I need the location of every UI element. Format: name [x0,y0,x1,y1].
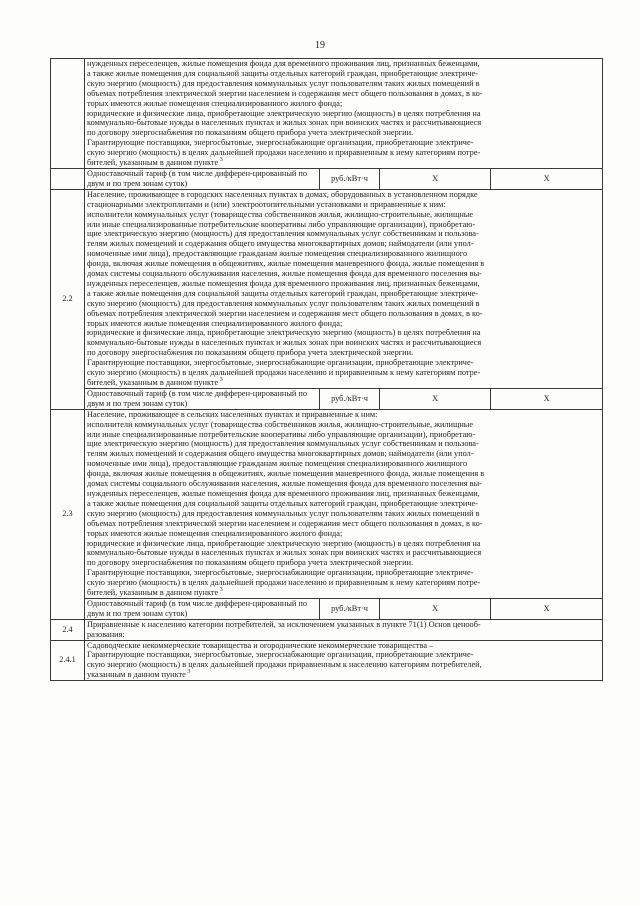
text-line: по договору энергоснабжения по показаниям общего прибора учета электрической энергии. [87,128,414,138]
row-description [85,640,603,681]
text-line: исполнители коммунальных услуг (товарищества собственников жилья, жилищно-строительные, жилищные [87,419,474,429]
text-lines [87,620,600,640]
table-row [51,59,603,169]
tariff-value-2: X [543,603,550,613]
text-line: а также жилые помещения для социальной защиты отдельных категорий граждан, приобретающие электриче- [87,498,478,508]
tariff-unit: руб./кВт·ч [320,599,380,619]
text-line: скую энергию (мощность) в целях дальнейшей продажи населению и приравненным к нему категориям потре- [87,578,481,588]
tariff-value-2: X [543,393,550,403]
text-line: скую энергию (мощность) в целях дальнейшей продажи населению и приравненным к нему категориям потре- [87,368,481,378]
text-line: номоченные ими лица), предоставляющие гражданам жилые помещения специализированного жилищного [87,459,468,469]
text-line: Гарантирующие поставщики, энергосбытовые, энергоснабжающие организации, приобретающие электриче- [87,138,474,148]
tariff-name: Одноставочный тариф (в том числе дифферен-цированный по двум и по трем зонам суток) [85,169,320,189]
table-row [51,598,603,619]
text-line: объемах потребления электрической энергии населением и содержания мест общего пользования в домах, в ко- [87,88,483,98]
text-line: торых имеются жилые помещения специализированного жилого фонда; [87,98,343,108]
text-line: Гарантирующие поставщики, энергосбытовые, энергоснабжающие организации, приобретающие электриче- [87,650,474,660]
text-line: объемах потребления электрической энергии населением и содержания мест общего пользования в домах, в ко- [87,308,483,318]
text-line: Гарантирующие поставщики, энергосбытовые, энергоснабжающие организации, приобретающие электриче- [87,568,474,578]
text-line: указанным в данном пункте $^3$ [87,669,191,680]
row-number: 2.4 [51,619,85,640]
row-description [85,189,603,388]
tariff-sub-row [85,168,603,189]
text-line: скую энергию (мощность) для предоставления коммунальных услуг пользователям таких жилых помещений в [87,78,480,88]
text-line: коммунально-бытовые нужды в населенных пунктах и жилых зонах при воинских частях и рассчитывающиеся [87,548,482,558]
text-line: объемах потребления электрической энергии населением и содержания мест общего пользования в домах, в ко- [87,518,483,528]
row-description [85,59,603,169]
text-line: коммунально-бытовые нужды в населенных пунктах и жилых зонах при воинских частях и рассчитывающиеся [87,118,482,128]
table-row [51,388,603,409]
tariff-name: Одноставочный тариф (в том числе дифферен-цированный по двум и по трем зонам суток) [85,599,320,619]
table-row [51,168,603,189]
tariff-name: Одноставочный тариф (в том числе дифферен-цированный по двум и по трем зонам суток) [85,389,320,409]
page-number: 19 [315,40,325,51]
text-line: юридические и физические лица, приобретающие электрическую энергию (мощность) в целях потребления на [87,108,481,118]
tariff-sub-row [85,598,603,619]
text-line: Приравненные к населению категории потребителей, за исключением указанных в пункте 71(1) Основ ценооб- [87,619,481,629]
tariff-value-1: X [380,389,491,409]
tariff-value-2: X [543,173,550,183]
text-line: бителей, указанным в данном пункте $^3$ [87,157,223,168]
text-line: телям жилых помещений и содержания общего имущества многоквартирных домов; наймодатели (или упол- [87,239,474,249]
row-description [85,409,603,598]
table-row [51,409,603,598]
text-line: по договору энергоснабжения по показаниям общего прибора учета электрической энергии. [87,558,414,568]
text-line: скую энергию (мощность) в целях дальнейшей продажи населению и приравненным к нему категориям потре- [87,148,481,158]
text-line: исполнители коммунальных услуг (товарищества собственников жилья, жилищно-строительные, жилищные [87,209,474,219]
tariff-unit: руб./кВт·ч [320,169,380,189]
table-row [51,640,603,681]
text-line: разования: [87,629,125,639]
footnote-mark: 3 [218,587,223,594]
text-lines [87,410,600,598]
tariff-unit: руб./кВт·ч [320,389,380,409]
footnote-mark: 3 [218,377,223,384]
text-line: щие электрическую энергию (мощность) для предоставления коммунальных услуг собственникам и пользова- [87,229,479,239]
text-line: телям жилых помещений и содержания общего имущества многоквартирных домов; наймодатели (или упол- [87,449,474,459]
text-line: стационарными электроплитами и (или) электроотопительными установками и приравненные к ним: [87,199,446,209]
text-line: скую энергию (мощность) для предоставления коммунальных услуг пользователям таких жилых помещений в [87,508,480,518]
text-line: по договору энергоснабжения по показаниям общего прибора учета электрической энергии. [87,348,414,358]
text-line: фонда, включая жилые помещения в общежитиях, жилые помещения маневренного фонда, жилые помещения в [87,259,485,269]
text-lines [87,190,600,388]
footnote-mark: 3 [185,669,191,676]
text-lines [87,59,600,168]
tariff-table [50,58,603,681]
text-line: Население, проживающее в сельских населенных пунктах и приравненные к ним: [87,409,378,419]
text-line: Гарантирующие поставщики, энергосбытовые, энергоснабжающие организации, приобретающие электриче- [87,358,474,368]
text-line: юридические и физические лица, приобретающие электрическую энергию (мощность) в целях потребления на [87,538,481,548]
text-line: а также жилые помещения для социальной защиты отдельных категорий граждан, приобретающие электриче- [87,288,478,298]
row-number: 2.2 [51,189,85,409]
text-line: нужденных переселенцев, жилые помещения фонда для временного проживания лиц, признанных беженцами, [87,278,480,288]
text-line: или иные специализированные потребительские кооперативы либо управляющие организации), приобретаю- [87,219,476,229]
text-line: скую энергию (мощность) в целях дальнейшей продажи приравненным к населению категориям потребителей, [87,660,482,670]
text-line: торых имеются жилые помещения специализированного жилого фонда; [87,528,343,538]
row-number [51,59,85,169]
text-line: домах системы социального обслуживания населения, жилые помещения фонда для временного поселения вы- [87,479,482,489]
row-number: 2.4.1 [51,640,85,681]
tariff-value-1: X [380,599,491,619]
text-line: скую энергию (мощность) для предоставления коммунальных услуг пользователям таких жилых помещений в [87,298,480,308]
text-line: домах системы социального обслуживания населения, жилые помещения фонда для временного поселения вы- [87,269,482,279]
tariff-value-1: X [380,169,491,189]
text-line: Население, проживающее в городских населенных пунктах в домах, оборудованных в установленном порядке [87,189,478,199]
text-line: щие электрическую энергию (мощность) для предоставления коммунальных услуг собственникам и пользова- [87,439,479,449]
text-line: или иные специализированные потребительские кооперативы либо управляющие организации), приобретаю- [87,429,476,439]
table-row [51,189,603,388]
row-description [85,619,603,640]
text-line: торых имеются жилые помещения специализированного жилого фонда; [87,318,343,328]
text-line: бителей, указанным в данном пункте $^3$ [87,587,223,598]
tariff-sub-row [85,388,603,409]
text-line: нужденных переселенцев, жилые помещения фонда для временного проживания лиц, признанных беженцами, [87,488,480,498]
text-lines [87,641,600,681]
text-line: коммунально-бытовые нужды в населенных пунктах и жилых зонах при воинских частях и рассчитывающиеся [87,338,482,348]
text-line: фонда, включая жилые помещения в общежитиях, жилые помещения маневренного фонда, жилые помещения в [87,469,485,479]
text-line: Садоводческие некоммерческие товарищества и огороднические некоммерческие товарищества – [87,640,434,650]
text-line: номоченные ими лица), предоставляющие гражданам жилые помещения специализированного жилищного [87,249,468,259]
table-row [51,619,603,640]
text-line: бителей, указанным в данном пункте $^3$ [87,377,223,387]
text-line: а также жилые помещения для социальной защиты отдельных категорий граждан, приобретающие электриче- [87,68,478,78]
text-line: юридические и физические лица, приобретающие электрическую энергию (мощность) в целях потребления на [87,328,481,338]
row-number: 2.3 [51,409,85,619]
row-number [51,168,85,189]
text-line: нужденных переселенцев, жилые помещения фонда для временного проживания лиц, признанных беженцами, [87,59,480,68]
footnote-mark: 3 [218,157,223,164]
